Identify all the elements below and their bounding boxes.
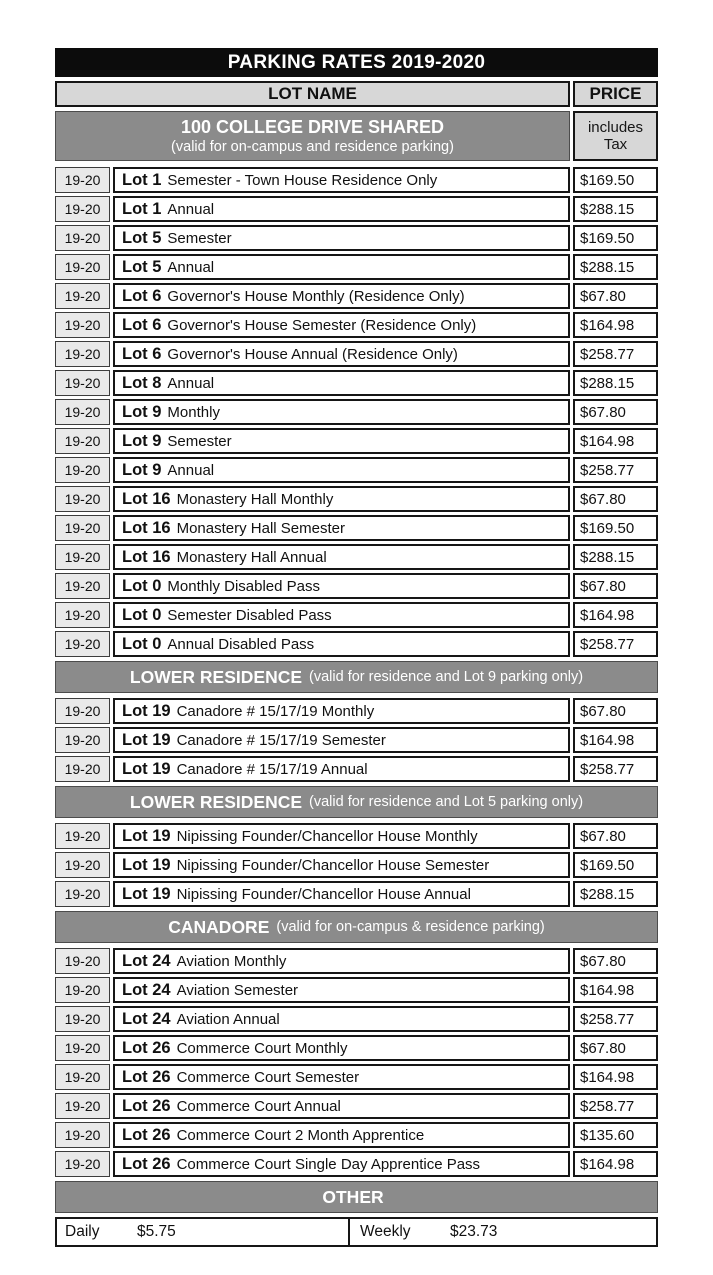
lot-name-cell	[113, 977, 570, 1003]
price-cell: $135.60	[573, 1122, 658, 1148]
section-band-note: (valid for residence and Lot 5 parking only)	[309, 794, 584, 810]
lot-description: Annual	[167, 258, 215, 276]
lot-description: Monthly Disabled Pass	[167, 577, 320, 595]
lot-number: Lot 26	[122, 1154, 171, 1173]
lot-name-cell	[113, 167, 570, 193]
lot-description: Annual	[167, 461, 215, 479]
parking-rates-table	[55, 48, 658, 1247]
section-band	[55, 786, 658, 818]
lot-name-column-header	[55, 81, 570, 107]
includes-line: includes	[587, 118, 644, 136]
lot-number: Lot 9	[122, 402, 162, 421]
lot-name-cell	[113, 881, 570, 907]
rates-rows-container	[55, 167, 658, 1177]
lot-description: Monastery Hall Monthly	[176, 490, 334, 508]
lot-name-cell	[113, 544, 570, 570]
lot-name-cell	[113, 948, 570, 974]
price-cell: $288.15	[573, 254, 658, 280]
tax-line: Tax	[603, 136, 628, 153]
year-cell: 19-20	[55, 457, 110, 483]
lot-description: Canadore # 15/17/19 Annual	[176, 760, 368, 778]
lot-number: Lot 24	[122, 1009, 171, 1028]
lot-description: Monastery Hall Annual	[176, 548, 327, 566]
section-band-note: (valid for residence and Lot 9 parking only)	[309, 669, 584, 685]
price-cell: $258.77	[573, 341, 658, 367]
lot-description: Nipissing Founder/Chancellor House Annual	[176, 885, 471, 903]
price-cell: $67.80	[573, 283, 658, 309]
lot-number: Lot 19	[122, 884, 171, 903]
lot-name-cell	[113, 852, 570, 878]
lot-number: Lot 19	[122, 730, 171, 749]
rate-row	[55, 399, 658, 425]
other-band-label: OTHER	[322, 1186, 384, 1207]
price-cell: $258.77	[573, 457, 658, 483]
year-cell: 19-20	[55, 756, 110, 782]
lot-number: Lot 26	[122, 1067, 171, 1086]
lot-number: Lot 5	[122, 228, 162, 247]
lot-name-cell	[113, 602, 570, 628]
lot-number: Lot 16	[122, 518, 171, 537]
year-cell: 19-20	[55, 283, 110, 309]
lot-name-cell	[113, 756, 570, 782]
section-band-name: LOWER RESIDENCE	[129, 666, 303, 687]
lot-name-cell	[113, 283, 570, 309]
rate-row	[55, 1064, 658, 1090]
lot-description: Semester	[167, 229, 232, 247]
price-cell: $164.98	[573, 428, 658, 454]
lot-number: Lot 1	[122, 199, 162, 218]
lot-name-cell	[113, 1035, 570, 1061]
lot-description: Canadore # 15/17/19 Semester	[176, 731, 386, 749]
lot-description: Nipissing Founder/Chancellor House Monthly	[176, 827, 478, 845]
year-cell: 19-20	[55, 1122, 110, 1148]
year-cell: 19-20	[55, 341, 110, 367]
lot-name-header-label: LOT NAME	[268, 84, 357, 103]
price-cell: $67.80	[573, 1035, 658, 1061]
price-cell: $288.15	[573, 544, 658, 570]
price-cell: $67.80	[573, 698, 658, 724]
rate-row	[55, 977, 658, 1003]
lot-number: Lot 0	[122, 576, 162, 595]
price-cell: $258.77	[573, 631, 658, 657]
lot-description: Monastery Hall Semester	[176, 519, 345, 537]
page-title: PARKING RATES 2019-2020	[227, 51, 486, 73]
lot-description: Commerce Court Semester	[176, 1068, 360, 1086]
year-cell: 19-20	[55, 948, 110, 974]
section-band	[55, 661, 658, 693]
lot-number: Lot 6	[122, 315, 162, 334]
rate-row	[55, 486, 658, 512]
year-cell: 19-20	[55, 370, 110, 396]
lot-number: Lot 26	[122, 1096, 171, 1115]
lot-number: Lot 9	[122, 431, 162, 450]
lot-name-cell	[113, 225, 570, 251]
price-cell: $67.80	[573, 573, 658, 599]
lot-description: Governor's House Annual (Residence Only)	[167, 345, 458, 363]
lot-number: Lot 16	[122, 489, 171, 508]
price-cell: $164.98	[573, 602, 658, 628]
lot-name-cell	[113, 823, 570, 849]
rate-row	[55, 515, 658, 541]
lot-description: Annual Disabled Pass	[167, 635, 315, 653]
rate-row	[55, 852, 658, 878]
lot-description: Aviation Monthly	[176, 952, 287, 970]
lot-name-cell	[113, 1006, 570, 1032]
lot-name-cell	[113, 573, 570, 599]
lot-name-cell	[113, 196, 570, 222]
year-cell: 19-20	[55, 881, 110, 907]
price-cell: $169.50	[573, 167, 658, 193]
lot-description: Commerce Court 2 Month Apprentice	[176, 1126, 425, 1144]
lot-name-cell	[113, 370, 570, 396]
lot-name-cell	[113, 457, 570, 483]
price-cell: $258.77	[573, 1006, 658, 1032]
price-cell: $164.98	[573, 1151, 658, 1177]
year-cell: 19-20	[55, 428, 110, 454]
lot-description: Canadore # 15/17/19 Monthly	[176, 702, 375, 720]
year-cell: 19-20	[55, 977, 110, 1003]
price-cell: $288.15	[573, 881, 658, 907]
rate-row	[55, 341, 658, 367]
lot-number: Lot 19	[122, 855, 171, 874]
lot-number: Lot 19	[122, 826, 171, 845]
lot-name-cell	[113, 631, 570, 657]
lot-name-cell	[113, 428, 570, 454]
lot-description: Governor's House Monthly (Residence Only)	[167, 287, 465, 305]
rate-row	[55, 756, 658, 782]
rate-row	[55, 1122, 658, 1148]
year-cell: 19-20	[55, 399, 110, 425]
rate-row	[55, 823, 658, 849]
section-band-other	[55, 1181, 658, 1213]
year-cell: 19-20	[55, 312, 110, 338]
price-cell: $258.77	[573, 756, 658, 782]
lot-number: Lot 8	[122, 373, 162, 392]
lot-number: Lot 9	[122, 460, 162, 479]
lot-description: Semester - Town House Residence Only	[167, 171, 438, 189]
rate-row	[55, 254, 658, 280]
rate-row	[55, 698, 658, 724]
price-cell: $164.98	[573, 1064, 658, 1090]
rate-row	[55, 881, 658, 907]
lot-description: Commerce Court Annual	[176, 1097, 341, 1115]
lot-name-cell	[113, 515, 570, 541]
lot-name-cell	[113, 1122, 570, 1148]
year-cell: 19-20	[55, 573, 110, 599]
year-cell: 19-20	[55, 1035, 110, 1061]
price-cell: $169.50	[573, 515, 658, 541]
year-cell: 19-20	[55, 1064, 110, 1090]
lot-number: Lot 19	[122, 701, 171, 720]
lot-name-cell	[113, 727, 570, 753]
section-note: (valid for on-campus and residence parking)	[171, 139, 454, 156]
price-cell: $258.77	[573, 1093, 658, 1119]
year-cell: 19-20	[55, 852, 110, 878]
rate-row	[55, 1151, 658, 1177]
price-cell: $67.80	[573, 399, 658, 425]
lot-name-cell	[113, 698, 570, 724]
weekly-rate-cell	[350, 1219, 656, 1245]
lot-description: Aviation Annual	[176, 1010, 280, 1028]
lot-description: Aviation Semester	[176, 981, 299, 999]
price-cell: $288.15	[573, 370, 658, 396]
price-column-header	[573, 81, 658, 107]
rate-row	[55, 370, 658, 396]
year-cell: 19-20	[55, 254, 110, 280]
price-cell: $164.98	[573, 312, 658, 338]
lot-name-cell	[113, 1064, 570, 1090]
lot-description: Governor's House Semester (Residence Only)	[167, 316, 477, 334]
year-cell: 19-20	[55, 486, 110, 512]
daily-price: $5.75	[137, 1223, 176, 1240]
lot-name-cell	[113, 486, 570, 512]
rate-row	[55, 544, 658, 570]
price-cell: $164.98	[573, 727, 658, 753]
lot-description: Annual	[167, 200, 215, 218]
lot-number: Lot 24	[122, 980, 171, 999]
section-band-name: LOWER RESIDENCE	[129, 791, 303, 812]
column-header-row	[55, 81, 658, 107]
price-cell: $169.50	[573, 225, 658, 251]
price-cell: $288.15	[573, 196, 658, 222]
lot-number: Lot 1	[122, 170, 162, 189]
lot-number: Lot 19	[122, 759, 171, 778]
year-cell: 19-20	[55, 167, 110, 193]
lot-number: Lot 6	[122, 344, 162, 363]
rate-row	[55, 283, 658, 309]
lot-number: Lot 0	[122, 634, 162, 653]
lot-number: Lot 26	[122, 1125, 171, 1144]
year-cell: 19-20	[55, 698, 110, 724]
rate-row	[55, 602, 658, 628]
weekly-label: Weekly	[360, 1223, 411, 1240]
rate-row	[55, 167, 658, 193]
price-includes-tax-note	[573, 111, 658, 161]
section-name: 100 COLLEGE DRIVE SHARED	[180, 116, 445, 137]
lot-name-cell	[113, 312, 570, 338]
year-cell: 19-20	[55, 225, 110, 251]
rate-row	[55, 948, 658, 974]
lot-name-cell	[113, 1093, 570, 1119]
lot-number: Lot 26	[122, 1038, 171, 1057]
rate-row	[55, 1035, 658, 1061]
lot-name-cell	[113, 254, 570, 280]
rate-row	[55, 1093, 658, 1119]
lot-name-cell	[113, 399, 570, 425]
year-cell: 19-20	[55, 1006, 110, 1032]
lot-description: Monthly	[167, 403, 220, 421]
rate-row	[55, 196, 658, 222]
year-cell: 19-20	[55, 727, 110, 753]
lot-description: Nipissing Founder/Chancellor House Semester	[176, 856, 490, 874]
rate-row	[55, 727, 658, 753]
price-header-label: PRICE	[589, 84, 642, 103]
rate-row	[55, 1006, 658, 1032]
price-cell: $164.98	[573, 977, 658, 1003]
weekly-price: $23.73	[450, 1223, 498, 1240]
daily-rate-cell	[57, 1219, 350, 1245]
lot-description: Annual	[167, 374, 215, 392]
table-title-bar	[55, 48, 658, 77]
section-band-note: (valid for on-campus & residence parking)	[276, 919, 545, 935]
year-cell: 19-20	[55, 631, 110, 657]
price-cell: $67.80	[573, 486, 658, 512]
rate-row	[55, 457, 658, 483]
year-cell: 19-20	[55, 1151, 110, 1177]
lot-number: Lot 16	[122, 547, 171, 566]
section-band	[55, 911, 658, 943]
lot-number: Lot 5	[122, 257, 162, 276]
lot-description: Commerce Court Monthly	[176, 1039, 348, 1057]
daily-weekly-row	[55, 1217, 658, 1247]
lot-description: Commerce Court Single Day Apprentice Pass	[176, 1155, 481, 1173]
year-cell: 19-20	[55, 515, 110, 541]
price-cell: $67.80	[573, 823, 658, 849]
price-cell: $67.80	[573, 948, 658, 974]
rate-row	[55, 428, 658, 454]
lot-name-cell	[113, 341, 570, 367]
lot-description: Semester Disabled Pass	[167, 606, 332, 624]
year-cell: 19-20	[55, 1093, 110, 1119]
daily-label: Daily	[65, 1223, 100, 1240]
section-band-name: CANADORE	[168, 916, 270, 937]
first-section-header-row	[55, 111, 658, 161]
lot-number: Lot 6	[122, 286, 162, 305]
year-cell: 19-20	[55, 823, 110, 849]
year-cell: 19-20	[55, 602, 110, 628]
price-cell: $169.50	[573, 852, 658, 878]
rate-row	[55, 631, 658, 657]
lot-number: Lot 24	[122, 951, 171, 970]
section-header-college-drive	[55, 111, 570, 161]
rate-row	[55, 573, 658, 599]
year-cell: 19-20	[55, 544, 110, 570]
rate-row	[55, 225, 658, 251]
lot-number: Lot 0	[122, 605, 162, 624]
lot-name-cell	[113, 1151, 570, 1177]
year-cell: 19-20	[55, 196, 110, 222]
lot-description: Semester	[167, 432, 232, 450]
rate-row	[55, 312, 658, 338]
